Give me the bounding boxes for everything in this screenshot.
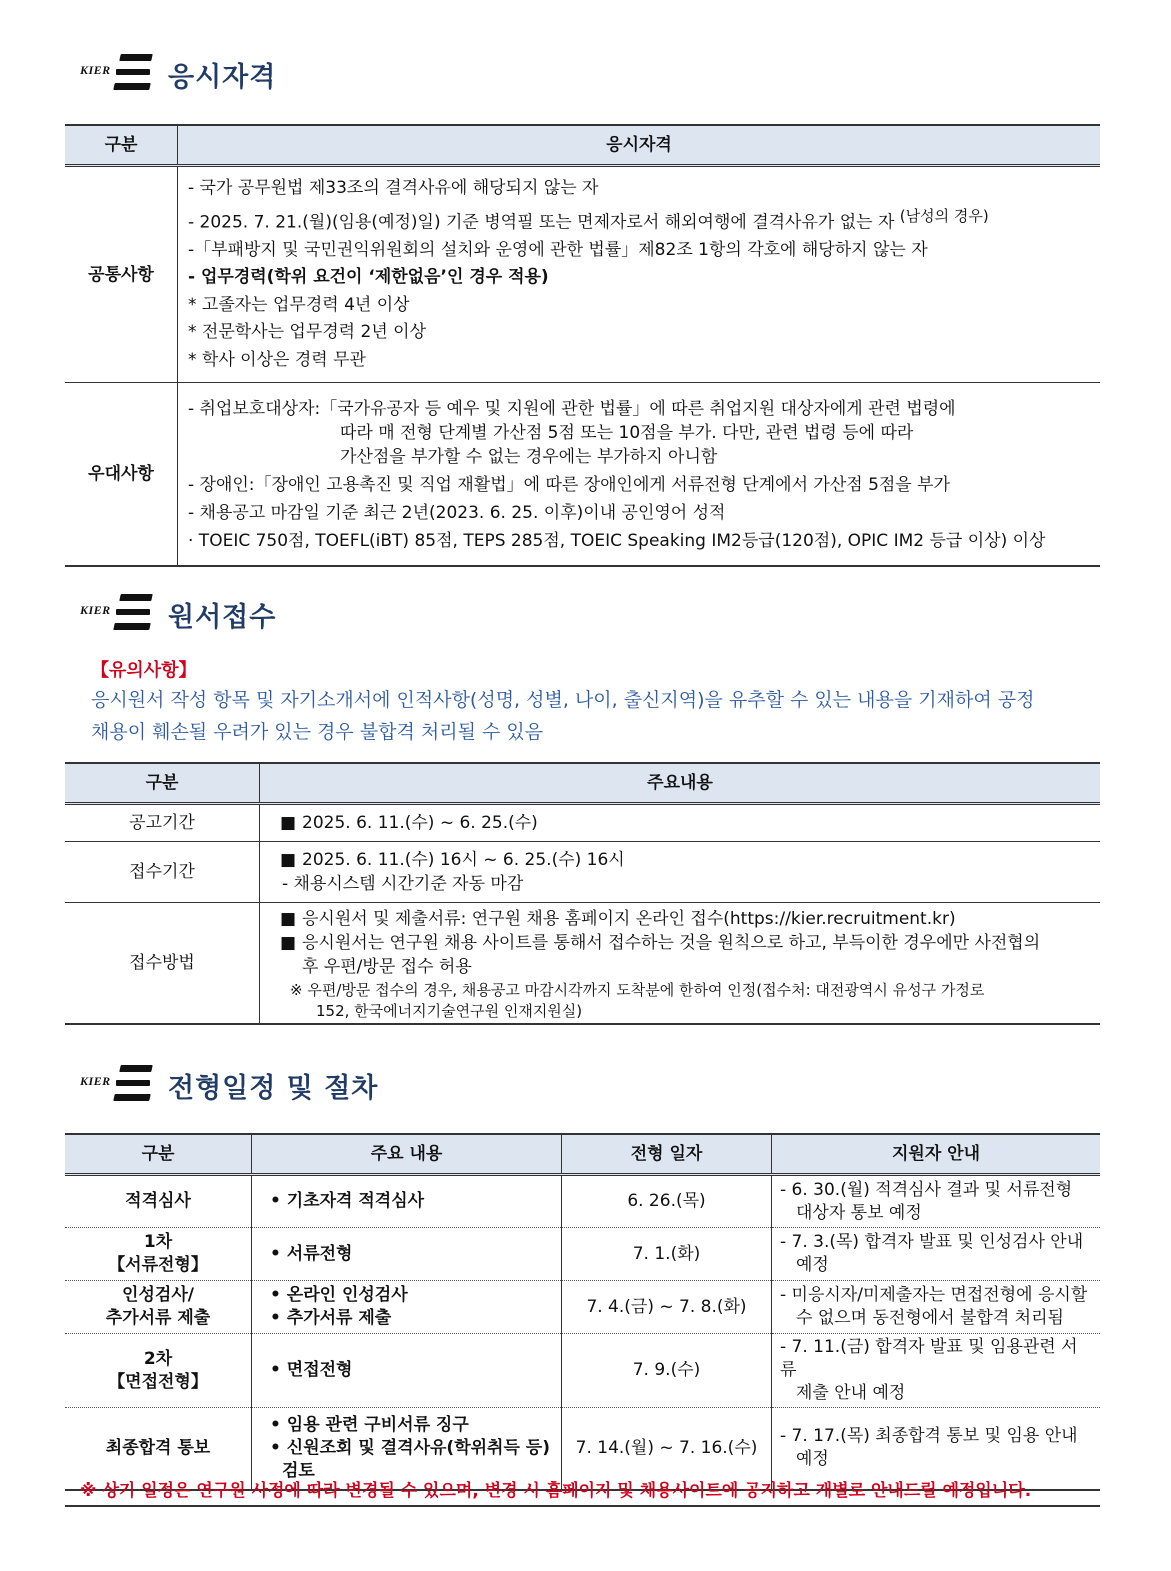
- row-label: 접수기간: [65, 842, 260, 903]
- date-cell: 6. 26.(목): [562, 1175, 772, 1228]
- content-cell: • 온라인 인성검사 • 추가서류 제출: [252, 1281, 562, 1334]
- date-cell: 7. 4.(금) ~ 7. 8.(화): [562, 1281, 772, 1334]
- section-title: 전형일정 및 절차: [168, 1072, 379, 1104]
- row-label: 공고기간: [65, 804, 260, 842]
- text-line: -「부패방지 및 국민권익위원회의 설치와 운영에 관한 법률」제82조 1항의 각호에 해당하지 않는 자: [188, 239, 928, 260]
- row-label: 접수방법: [65, 903, 260, 1025]
- header-category: 구분: [65, 763, 260, 804]
- table-row: [65, 903, 1100, 1025]
- row-content: ■ 2025. 6. 11.(수) ~ 6. 25.(수): [260, 804, 1101, 842]
- text-line: 가산점을 부가할 수 없는 경우에는 부가하지 아니함: [340, 447, 718, 468]
- table-row: [65, 1334, 1100, 1408]
- table-row: [65, 1228, 1100, 1281]
- header-category: 구분: [65, 125, 178, 166]
- bullet-icon: ■: [280, 909, 297, 929]
- text-line: - 국가 공무원법 제33조의 결격사유에 해당되지 않는 자: [188, 178, 599, 198]
- row-content: ■ 2025. 6. 11.(수) 16시 ~ 6. 25.(수) 16시 - 채용시스템 시간기준 자동 마감: [260, 842, 1101, 903]
- guide-cell: - 7. 17.(목) 최종합격 통보 및 임용 안내 예정: [772, 1408, 1101, 1490]
- header-date: 전형 일자: [562, 1134, 772, 1175]
- military-note: (남성의 경우): [899, 206, 989, 225]
- header-content: 주요내용: [260, 763, 1101, 804]
- date-cell: 7. 9.(수): [562, 1334, 772, 1408]
- text-line: - 취업보호대상자:「국가유공자 등 예우 및 지원에 관한 법률」에 따른 취업지원 대상자에게 관련 법령에: [188, 399, 956, 420]
- text-line: * 고졸자는 업무경력 4년 이상: [188, 294, 410, 315]
- text-line: * 전문학사는 업무경력 2년 이상: [188, 322, 426, 343]
- header-guide: 지원자 안내: [772, 1134, 1101, 1175]
- notice-box: [91, 658, 1111, 748]
- stage-cell: 2차 【면접전형】: [65, 1334, 252, 1408]
- schedule-table: [65, 1133, 1100, 1491]
- guide-cell: - 미응시자/미제출자는 면접전형에 응시할 수 없으며 동전형에서 불합격 처리됨: [772, 1281, 1101, 1334]
- stage-cell: 적격심사: [65, 1175, 252, 1228]
- table-row-common: [65, 166, 1100, 383]
- header-category: 구분: [65, 1134, 252, 1175]
- content-cell: • 기초자격 적격심사: [252, 1175, 562, 1228]
- text-line: * 학사 이상은 경력 무관: [188, 349, 366, 370]
- text-line: - 업무경력(학위 요건이 ‘제한없음’인 경우 적용): [188, 267, 549, 288]
- date-cell: 7. 14.(월) ~ 7. 16.(수): [562, 1408, 772, 1490]
- application-table: [65, 762, 1100, 1025]
- table-row: [65, 1175, 1100, 1228]
- bullet-icon: ■: [280, 813, 297, 833]
- text-line: 후 우편/방문 접수 허용: [302, 957, 472, 977]
- text-line: · TOEIC 750점, TOEFL(iBT) 85점, TEPS 285점, TOEIC Speaking IM2등급(120점), OPIC IM2 등급 이상) 이상: [188, 531, 1046, 552]
- stage-cell: 최종합격 통보: [65, 1408, 252, 1490]
- section-header-application: [78, 584, 276, 644]
- text-line: ※ 우편/방문 접수의 경우, 채용공고 마감시각까지 도착분에 한하여 인정(접수처: 대전광역시 유성구 가정로: [290, 981, 985, 999]
- guide-cell: - 7. 11.(금) 합격자 발표 및 임용관련 서류 제출 안내 예정: [772, 1334, 1101, 1408]
- bullet-icon: ■: [280, 850, 297, 870]
- table-row: [65, 1281, 1100, 1334]
- text-line: 152, 한국에너지기술연구원 인재지원실): [316, 1002, 583, 1020]
- kier-logo: KIER: [78, 588, 156, 640]
- text-line: - 장애인:「장애인 고용촉진 및 직업 재활법」에 따른 장애인에게 서류전형 단계에서 가산점 5점을 부가: [188, 475, 950, 496]
- schedule-footnote: ※ 상기 일정은 연구원 사정에 따라 변경될 수 있으며, 변경 시 홈페이지 및 채용사이트에 공지하고 개별로 안내드릴 예정입니다.: [80, 1481, 1032, 1501]
- kier-logo: KIER: [78, 48, 156, 100]
- text-line: 따라 매 전형 단계별 가산점 5점 또는 10점을 부가. 다만, 관련 법령 등에 따라: [340, 423, 914, 444]
- guide-cell: - 7. 3.(목) 합격자 발표 및 인성검사 안내 예정: [772, 1228, 1101, 1281]
- content-cell: • 서류전형: [252, 1228, 562, 1281]
- qualification-table: [65, 124, 1100, 567]
- notice-text: 응시원서 작성 항목 및 자기소개서에 인적사항(성명, 성별, 나이, 출신지역)을 유추할 수 있는 내용을 기재하여 공정: [91, 689, 1035, 711]
- kier-logo: KIER: [78, 1059, 156, 1111]
- section-title: 응시자격: [168, 61, 277, 93]
- notice-text: 채용이 훼손될 우려가 있는 경우 불합격 처리될 수 있음: [91, 721, 544, 743]
- table-row: [65, 804, 1100, 842]
- header-qualification: 응시자격: [178, 125, 1101, 166]
- table-row: [65, 842, 1100, 903]
- content-cell: • 임용 관련 구비서류 징구 • 신원조회 및 결격사유(학위취득 등) 검토: [252, 1408, 562, 1490]
- date-cell: 7. 1.(화): [562, 1228, 772, 1281]
- row-label: 공통사항: [65, 166, 178, 383]
- stage-cell: 인성검사/ 추가서류 제출: [65, 1281, 252, 1334]
- guide-cell: - 6. 30.(월) 적격심사 결과 및 서류전형 대상자 통보 예정: [772, 1175, 1101, 1228]
- section-header-schedule: [78, 1055, 378, 1115]
- text-line-military: - 2025. 7. 21.(월)(임용(예정)일) 기준 병역필 또는 면제자로서 해외여행에 결격사유가 없는 자 $^{(남성의 경우)}$: [188, 206, 989, 233]
- row-content: [178, 383, 1101, 567]
- text-line: - 채용공고 마감일 기준 최근 2년(2023. 6. 25. 이후)이내 공인영어 성적: [188, 503, 726, 524]
- header-content: 주요 내용: [252, 1134, 562, 1175]
- divider: [65, 1505, 1100, 1507]
- table-row-preference: [65, 383, 1100, 567]
- section-header-qualification: [78, 44, 276, 104]
- row-content: [178, 166, 1101, 383]
- section-title: 원서접수: [168, 601, 277, 633]
- content-cell: • 면접전형: [252, 1334, 562, 1408]
- notice-label: 【유의사항】: [91, 660, 197, 681]
- row-content: ■ 응시원서 및 제출서류: 연구원 채용 홈페이지 온라인 접수(https://kier.recruitment.kr) ■ 응시원서는 연구원 채용 사이트를 통해서 접수하는 것을 원칙으로 하고, 부득이한 경우에만 사전협의 후 우편/방문 접수 허용 ※ 우편/방문 접수의 경우, 채용공고 마감시각까지 도착분에 한하여 인정(접수처: 대전광역시 유성구 가정로 152, 한국에너지기술연구원 인재지원실): [260, 903, 1101, 1025]
- stage-cell: 1차 【서류전형】: [65, 1228, 252, 1281]
- bullet-icon: ■: [280, 933, 297, 953]
- text-line: - 채용시스템 시간기준 자동 마감: [282, 874, 524, 894]
- row-label: 우대사항: [65, 383, 178, 567]
